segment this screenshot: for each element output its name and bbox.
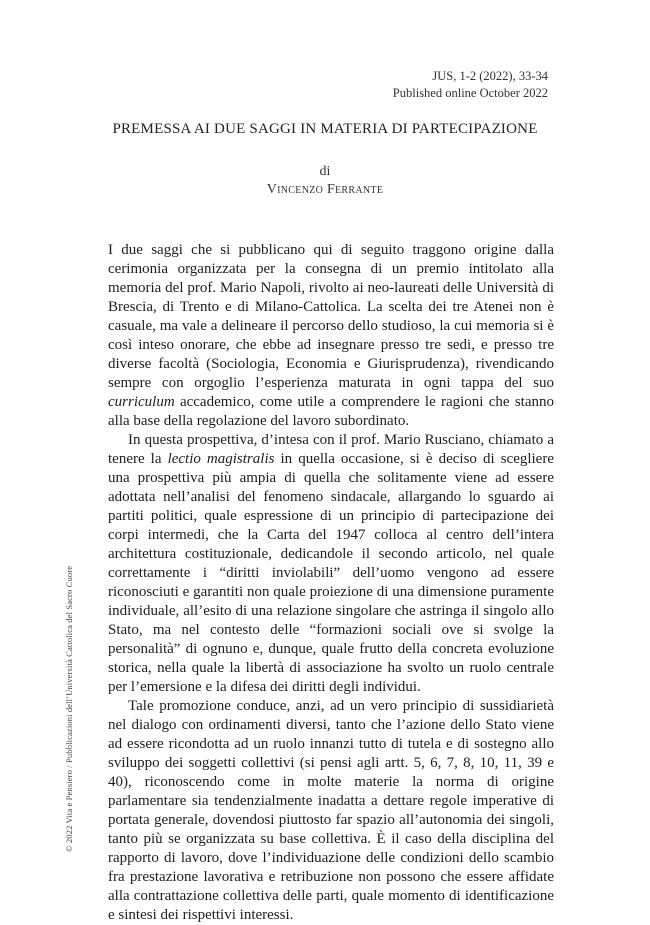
author-name: Vincenzo Ferrante	[266, 182, 384, 197]
publication-date: Published online October 2022	[392, 86, 548, 100]
paragraph-text: I due saggi che si pubblicano qui di seguito traggono origine dalla cerimonia organizzata per la consegna di un premio intitolato alla memoria del prof. Mario Napoli, rivolto ai neo-laureati delle Università di Brescia, di Trento e di Milano-Cattolica. La scelta dei tre Atenei non è casuale, ma vale a delineare il percorso dello studioso, la cui memoria si è così inteso onorare, che ebbe ad insegnare presso tre sedi, e presso tre diverse facoltà (Sociologia, Economia e Giurisprudenza), rivendicando sempre con orgoglio l’esperienza maturata in ogni tappa del suo	[108, 242, 554, 391]
paragraph-text: In questa prospettiva, d’intesa con il prof. Mario Rusciano, chiamato a tenere la	[108, 432, 554, 467]
journal-citation-block	[393, 68, 548, 102]
article-title: PREMESSA AI DUE SAGGI IN MATERIA DI PARTECIPAZIONE	[112, 121, 538, 137]
paragraph-2	[108, 431, 554, 697]
journal-citation: JUS, 1-2 (2022), 33-34	[432, 69, 548, 83]
paragraph-text: in quella occasione, si è deciso di scegliere una prospettiva più ampia di quella che solitamente viene ad essere adottata nell’analisi del fenomeno sindacale, allargando lo sguardo ai partiti politici, quale espressione di un principio di partecipazione dei corpi intermedi, che la Carta del 1947 colloca al centro dell’intera architettura costituzionale, dedicandole il secondo articolo, nel quale correttamente i “diritti inviolabili” dell’uomo vengono ad essere riconosciuti e garantiti non quale proiezione di una dimensione puramente individuale, all’esito di una relazione singolare che astringa il singolo allo Stato, ma nel contesto delle “formazioni sociali ove si svolge la personalità” di ognuno e, dunque, quale frutto della concreta evoluzione storica, nella quale la libertà di associazione ha svolto un ruolo centrale per l’emersione e la difesa dei diritti degli individui.	[108, 451, 554, 695]
paragraph-text: accademico, come utile a comprendere le ragioni che stanno alla base della regolazione del lavoro subordinato.	[108, 394, 554, 429]
italic-term: lectio magistralis	[167, 451, 275, 467]
article-body	[108, 241, 554, 925]
byline-di: di	[319, 164, 331, 179]
paragraph-3	[108, 697, 554, 925]
paragraph-1	[108, 241, 554, 431]
copyright-notice: © 2022 Vita e Pensiero / Pubblicazioni dell’Università Cattolica del Sacro Cuore	[64, 565, 74, 852]
italic-term: curriculum	[108, 394, 175, 410]
paragraph-text: Tale promozione conduce, anzi, ad un vero principio di sussidiarietà nel dialogo con ordinamenti diversi, tanto che l’azione dello Stato viene ad essere ricondotta ad un ruolo innanzi tutto di tutela e di sostegno allo sviluppo dei soggetti collettivi (si pensi agli artt. 5, 6, 7, 8, 10, 11, 39 e 40), riconoscendo come in molte materie la norma di origine parlamentare sia tendenzialmente inadatta a dettare regole imperative di portata generale, dovendosi piuttosto far spazio all’autonomia dei singoli, tanto più se organizzata su base collettiva. È il caso della disciplina del rapporto di lavoro, dove l’individuazione delle condizioni dello scambio fra prestazione lavorativa e retribuzione non possono che essere affidate alla contrattazione collettiva delle parti, quale momento di identificazione e sintesi dei rispettivi interessi.	[108, 698, 554, 923]
